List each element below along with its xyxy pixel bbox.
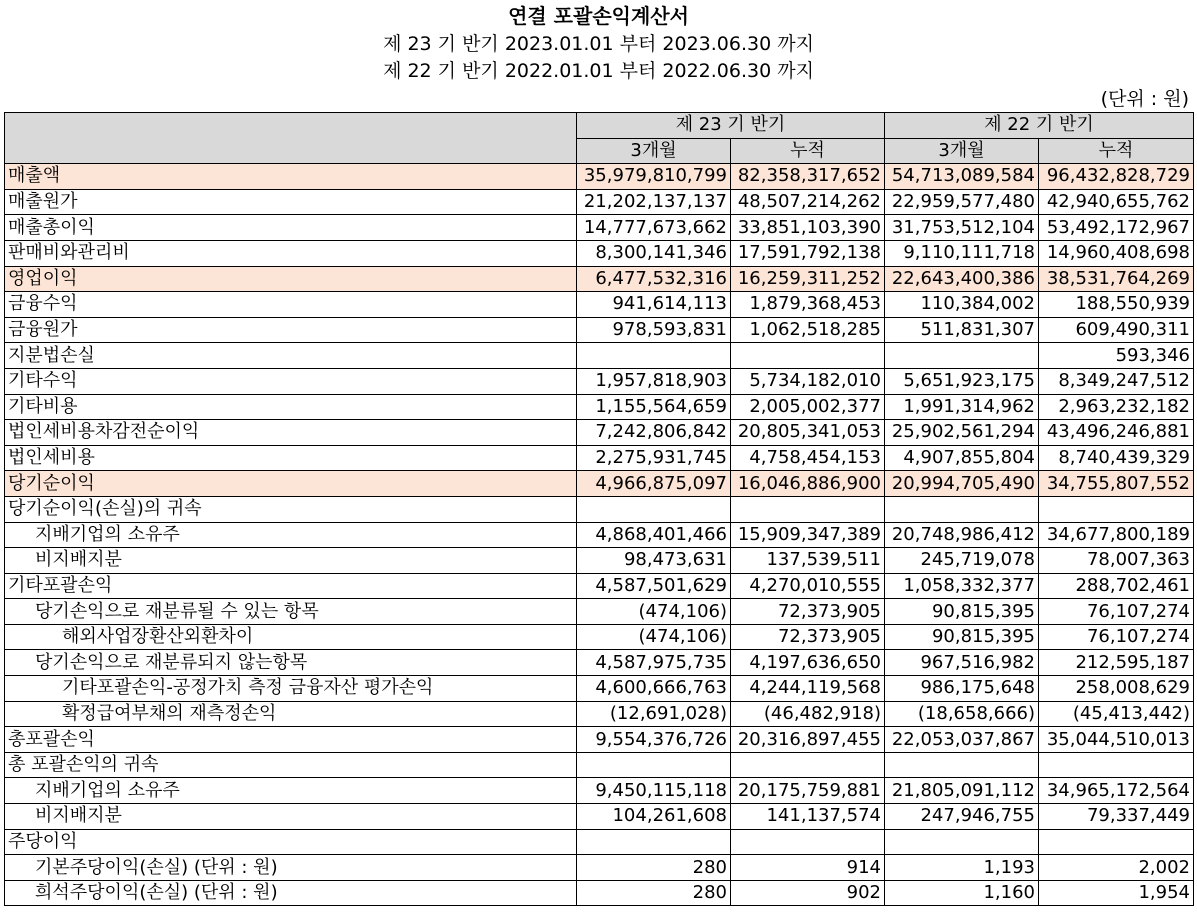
value-prior-3m: 5,651,923,175 xyxy=(885,368,1039,394)
value-prior-cum: (45,413,442) xyxy=(1039,701,1194,727)
value-current-3m: 4,868,401,466 xyxy=(577,522,731,548)
value-prior-3m: 247,946,755 xyxy=(885,804,1039,830)
table-row xyxy=(5,855,1194,881)
row-label: 판매비와관리비 xyxy=(5,240,577,266)
value-current-3m: 1,155,564,659 xyxy=(577,394,731,420)
value-prior-3m: 22,959,577,480 xyxy=(885,189,1039,215)
value-current-3m: 98,473,631 xyxy=(577,548,731,574)
value-current-3m xyxy=(577,496,731,522)
value-prior-3m: 90,815,395 xyxy=(885,624,1039,650)
value-current-3m: 14,777,673,662 xyxy=(577,215,731,241)
value-prior-3m: 22,053,037,867 xyxy=(885,727,1039,753)
income-statement-table xyxy=(4,112,1194,906)
value-current-3m: 104,261,608 xyxy=(577,804,731,830)
table-row xyxy=(5,394,1194,420)
value-prior-3m: 21,805,091,112 xyxy=(885,778,1039,804)
table-row xyxy=(5,317,1194,343)
value-prior-3m: 54,713,089,584 xyxy=(885,164,1039,190)
value-prior-3m: 20,994,705,490 xyxy=(885,471,1039,497)
value-prior-cum: 609,490,311 xyxy=(1039,317,1194,343)
value-prior-3m: 9,110,111,718 xyxy=(885,240,1039,266)
table-row xyxy=(5,701,1194,727)
value-prior-cum: 2,002 xyxy=(1039,855,1194,881)
value-current-cum xyxy=(731,752,885,778)
value-prior-3m: 511,831,307 xyxy=(885,317,1039,343)
row-label: 매출액 xyxy=(5,164,577,190)
value-prior-3m: 4,907,855,804 xyxy=(885,445,1039,471)
value-prior-cum: 188,550,939 xyxy=(1039,292,1194,318)
value-prior-cum: 53,492,172,967 xyxy=(1039,215,1194,241)
value-prior-cum: 34,965,172,564 xyxy=(1039,778,1194,804)
value-current-cum: 33,851,103,390 xyxy=(731,215,885,241)
value-prior-3m: 110,384,002 xyxy=(885,292,1039,318)
value-current-3m: 7,242,806,842 xyxy=(577,420,731,446)
value-prior-3m: 1,991,314,962 xyxy=(885,394,1039,420)
value-prior-3m: 25,902,561,294 xyxy=(885,420,1039,446)
value-prior-3m: 31,753,512,104 xyxy=(885,215,1039,241)
period-prior: 제 22 기 반기 2022.01.01 부터 2022.06.30 까지 xyxy=(383,60,814,82)
value-prior-3m: 1,160 xyxy=(885,880,1039,906)
value-prior-cum: 258,008,629 xyxy=(1039,676,1194,702)
value-prior-cum: 42,940,655,762 xyxy=(1039,189,1194,215)
value-current-cum xyxy=(731,829,885,855)
value-prior-cum: 14,960,408,698 xyxy=(1039,240,1194,266)
value-current-3m xyxy=(577,752,731,778)
header-current-3m: 3개월 xyxy=(577,138,731,164)
value-prior-cum: 8,740,439,329 xyxy=(1039,445,1194,471)
table-row xyxy=(5,240,1194,266)
value-current-cum: 20,316,897,455 xyxy=(731,727,885,753)
row-label: 법인세비용차감전순이익 xyxy=(5,420,577,446)
value-current-cum: 48,507,214,262 xyxy=(731,189,885,215)
value-current-cum: 20,805,341,053 xyxy=(731,420,885,446)
row-label: 기본주당이익(손실) (단위 : 원) xyxy=(5,855,577,881)
statement-title: 연결 포괄손익계산서 xyxy=(508,4,689,28)
value-current-cum: 16,046,886,900 xyxy=(731,471,885,497)
table-row xyxy=(5,189,1194,215)
table-row xyxy=(5,215,1194,241)
row-label: 당기손익으로 재분류될 수 있는 항목 xyxy=(5,599,577,625)
value-prior-cum: 76,107,274 xyxy=(1039,624,1194,650)
value-prior-cum: 34,677,800,189 xyxy=(1039,522,1194,548)
row-label: 영업이익 xyxy=(5,266,577,292)
table-row xyxy=(5,676,1194,702)
value-prior-cum: 2,963,232,182 xyxy=(1039,394,1194,420)
header-row-groups xyxy=(5,113,1194,139)
value-current-cum: 137,539,511 xyxy=(731,548,885,574)
row-label: 지분법손실 xyxy=(5,343,577,369)
period-current: 제 23 기 반기 2023.01.01 부터 2023.06.30 까지 xyxy=(383,33,814,55)
header-prior-cum: 누적 xyxy=(1039,138,1194,164)
value-current-cum: 2,005,002,377 xyxy=(731,394,885,420)
table-row xyxy=(5,420,1194,446)
value-prior-cum xyxy=(1039,752,1194,778)
value-prior-3m: 967,516,982 xyxy=(885,650,1039,676)
value-current-3m: 9,450,115,118 xyxy=(577,778,731,804)
value-prior-3m xyxy=(885,343,1039,369)
value-current-3m: (474,106) xyxy=(577,624,731,650)
table-row xyxy=(5,471,1194,497)
value-prior-cum: 76,107,274 xyxy=(1039,599,1194,625)
value-current-3m: 1,957,818,903 xyxy=(577,368,731,394)
value-current-3m: 280 xyxy=(577,855,731,881)
value-current-cum: 17,591,792,138 xyxy=(731,240,885,266)
value-current-cum: 4,197,636,650 xyxy=(731,650,885,676)
row-label: 금융원가 xyxy=(5,317,577,343)
header-prior-3m: 3개월 xyxy=(885,138,1039,164)
table-header xyxy=(5,113,1194,164)
value-current-cum: 914 xyxy=(731,855,885,881)
row-label: 당기순이익(손실)의 귀속 xyxy=(5,496,577,522)
value-current-cum: 1,062,518,285 xyxy=(731,317,885,343)
row-label: 지배기업의 소유주 xyxy=(5,522,577,548)
row-label: 비지배지분 xyxy=(5,548,577,574)
value-current-cum: 1,879,368,453 xyxy=(731,292,885,318)
value-prior-3m: (18,658,666) xyxy=(885,701,1039,727)
table-row xyxy=(5,880,1194,906)
value-current-3m xyxy=(577,343,731,369)
unit-label: (단위 : 원) xyxy=(1100,88,1189,110)
table-row xyxy=(5,829,1194,855)
value-current-cum: 141,137,574 xyxy=(731,804,885,830)
header-blank-cell xyxy=(5,113,577,164)
value-current-3m: 941,614,113 xyxy=(577,292,731,318)
value-prior-cum: 43,496,246,881 xyxy=(1039,420,1194,446)
value-prior-cum: 593,346 xyxy=(1039,343,1194,369)
value-prior-cum: 38,531,764,269 xyxy=(1039,266,1194,292)
value-current-cum: 5,734,182,010 xyxy=(731,368,885,394)
value-prior-cum: 78,007,363 xyxy=(1039,548,1194,574)
table-row xyxy=(5,624,1194,650)
value-current-3m: 35,979,810,799 xyxy=(577,164,731,190)
row-label: 해외사업장환산외환차이 xyxy=(5,624,577,650)
table-row xyxy=(5,650,1194,676)
value-current-cum: 20,175,759,881 xyxy=(731,778,885,804)
value-current-cum: 72,373,905 xyxy=(731,599,885,625)
value-current-cum: 4,244,119,568 xyxy=(731,676,885,702)
row-label: 기타비용 xyxy=(5,394,577,420)
value-prior-3m: 1,193 xyxy=(885,855,1039,881)
row-label: 주당이익 xyxy=(5,829,577,855)
value-prior-3m xyxy=(885,496,1039,522)
row-label: 지배기업의 소유주 xyxy=(5,778,577,804)
value-current-3m: 2,275,931,745 xyxy=(577,445,731,471)
value-current-3m: 978,593,831 xyxy=(577,317,731,343)
value-current-cum: 82,358,317,652 xyxy=(731,164,885,190)
value-current-cum: 4,270,010,555 xyxy=(731,573,885,599)
value-prior-cum xyxy=(1039,496,1194,522)
row-label: 기타포괄손익 xyxy=(5,573,577,599)
value-prior-3m: 22,643,400,386 xyxy=(885,266,1039,292)
table-row xyxy=(5,292,1194,318)
value-prior-3m xyxy=(885,829,1039,855)
table-row xyxy=(5,343,1194,369)
row-label: 비지배지분 xyxy=(5,804,577,830)
value-current-cum: 902 xyxy=(731,880,885,906)
row-label: 총포괄손익 xyxy=(5,727,577,753)
value-current-3m: 4,966,875,097 xyxy=(577,471,731,497)
value-current-3m: 4,587,975,735 xyxy=(577,650,731,676)
header-group-current: 제 23 기 반기 xyxy=(577,113,885,139)
value-current-cum: 4,758,454,153 xyxy=(731,445,885,471)
table-row xyxy=(5,266,1194,292)
value-current-3m: 280 xyxy=(577,880,731,906)
value-prior-3m: 1,058,332,377 xyxy=(885,573,1039,599)
table-row xyxy=(5,727,1194,753)
value-prior-cum: 288,702,461 xyxy=(1039,573,1194,599)
value-prior-cum xyxy=(1039,829,1194,855)
table-row xyxy=(5,599,1194,625)
value-current-cum xyxy=(731,343,885,369)
value-prior-cum: 34,755,807,552 xyxy=(1039,471,1194,497)
row-label: 기타포괄손익-공정가치 측정 금융자산 평가손익 xyxy=(5,676,577,702)
table-row xyxy=(5,573,1194,599)
value-prior-3m: 90,815,395 xyxy=(885,599,1039,625)
row-label: 당기순이익 xyxy=(5,471,577,497)
header-current-cum: 누적 xyxy=(731,138,885,164)
table-row xyxy=(5,522,1194,548)
value-current-cum: 15,909,347,389 xyxy=(731,522,885,548)
row-label: 희석주당이익(손실) (단위 : 원) xyxy=(5,880,577,906)
value-prior-3m: 245,719,078 xyxy=(885,548,1039,574)
value-current-cum: (46,482,918) xyxy=(731,701,885,727)
value-prior-cum: 96,432,828,729 xyxy=(1039,164,1194,190)
value-current-cum xyxy=(731,496,885,522)
value-current-3m: 4,587,501,629 xyxy=(577,573,731,599)
value-current-cum: 16,259,311,252 xyxy=(731,266,885,292)
value-prior-3m: 986,175,648 xyxy=(885,676,1039,702)
value-prior-cum: 212,595,187 xyxy=(1039,650,1194,676)
row-label: 당기손익으로 재분류되지 않는항목 xyxy=(5,650,577,676)
row-label: 총 포괄손익의 귀속 xyxy=(5,752,577,778)
value-current-3m xyxy=(577,829,731,855)
row-label: 기타수익 xyxy=(5,368,577,394)
value-current-3m: 4,600,666,763 xyxy=(577,676,731,702)
table-row xyxy=(5,778,1194,804)
row-label: 법인세비용 xyxy=(5,445,577,471)
value-prior-cum: 1,954 xyxy=(1039,880,1194,906)
table-row xyxy=(5,368,1194,394)
table-body xyxy=(5,164,1194,906)
value-current-3m: 9,554,376,726 xyxy=(577,727,731,753)
row-label: 매출원가 xyxy=(5,189,577,215)
table-row xyxy=(5,752,1194,778)
value-prior-3m: 20,748,986,412 xyxy=(885,522,1039,548)
row-label: 확정급여부채의 재측정손익 xyxy=(5,701,577,727)
value-prior-cum: 35,044,510,013 xyxy=(1039,727,1194,753)
value-current-3m: 21,202,137,137 xyxy=(577,189,731,215)
row-label: 금융수익 xyxy=(5,292,577,318)
value-current-3m: 8,300,141,346 xyxy=(577,240,731,266)
value-prior-cum: 79,337,449 xyxy=(1039,804,1194,830)
table-row xyxy=(5,164,1194,190)
table-row xyxy=(5,445,1194,471)
table-row xyxy=(5,804,1194,830)
table-row xyxy=(5,548,1194,574)
value-prior-cum: 8,349,247,512 xyxy=(1039,368,1194,394)
value-current-3m: (474,106) xyxy=(577,599,731,625)
value-current-3m: 6,477,532,316 xyxy=(577,266,731,292)
value-current-3m: (12,691,028) xyxy=(577,701,731,727)
header-group-prior: 제 22 기 반기 xyxy=(885,113,1194,139)
value-current-cum: 72,373,905 xyxy=(731,624,885,650)
row-label: 매출총이익 xyxy=(5,215,577,241)
value-prior-3m xyxy=(885,752,1039,778)
table-row xyxy=(5,496,1194,522)
